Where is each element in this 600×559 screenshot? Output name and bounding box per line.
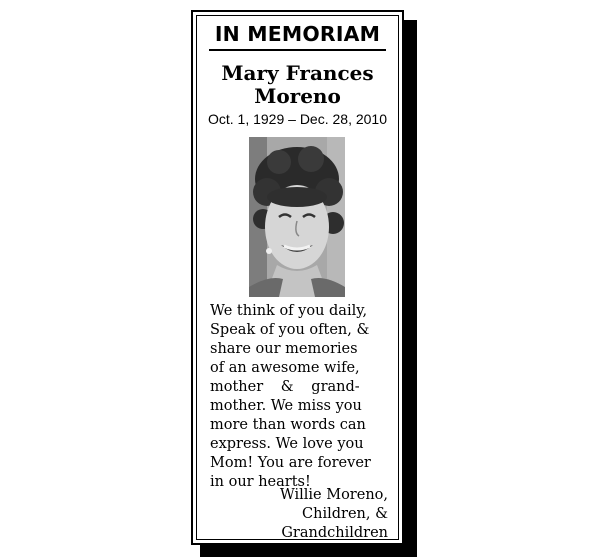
name-line-2: Moreno xyxy=(254,84,341,108)
name-line-1: Mary Frances xyxy=(221,61,374,85)
signature xyxy=(280,486,388,543)
poem-line: in our hearts! xyxy=(210,474,311,490)
poem-line: We think of you daily, xyxy=(210,303,368,319)
signature-line: Children, & xyxy=(302,506,388,522)
signature-line: Willie Moreno, xyxy=(279,487,388,503)
poem-line: Speak of you often, & xyxy=(210,322,370,338)
poem-line: of an awesome wife, xyxy=(210,360,360,376)
headline-underline xyxy=(209,49,386,51)
headline: IN MEMORIAM xyxy=(214,22,381,46)
deceased-name xyxy=(193,62,402,108)
poem-line: more than words can xyxy=(210,417,366,433)
tribute-poem xyxy=(210,302,386,492)
poem-line: Mom! You are forever xyxy=(210,455,371,471)
memorial-notice-card xyxy=(191,10,404,545)
poem-line: mother & grand- xyxy=(210,379,360,395)
portrait-illustration xyxy=(249,137,345,297)
poem-line: mother. We miss you xyxy=(210,398,362,414)
portrait-photo xyxy=(249,137,345,297)
signature-line: Grandchildren xyxy=(281,525,388,541)
life-dates: Oct. 1, 1929 – Dec. 28, 2010 xyxy=(207,111,387,127)
poem-line: share our memories xyxy=(210,341,358,357)
poem-line: express. We love you xyxy=(210,436,364,452)
